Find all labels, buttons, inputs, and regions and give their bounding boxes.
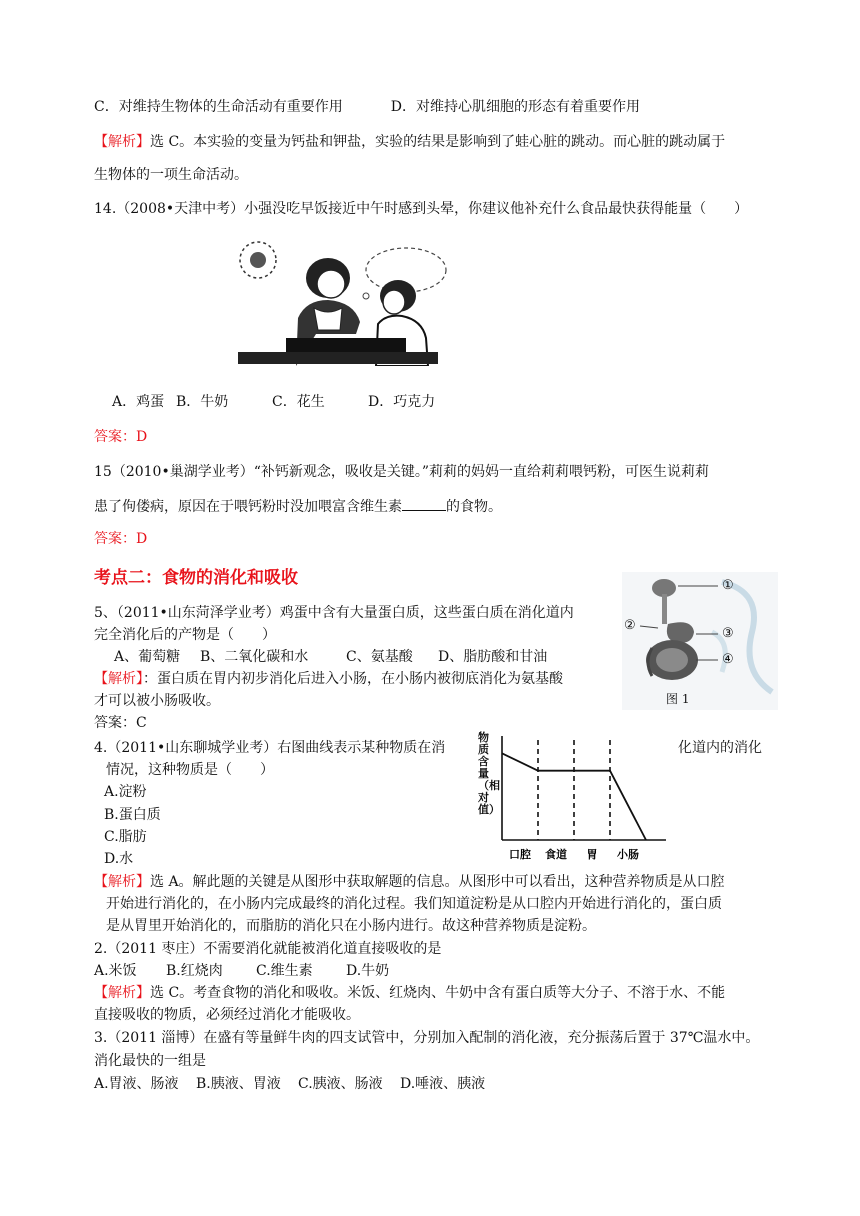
q3-stem-line2: 消化最快的一组是 <box>94 1053 206 1069</box>
q4-option-b: B.蛋白质 <box>104 807 161 823</box>
q5-stem-line2: 完全消化后的产物是（ ） <box>94 627 276 643</box>
q13-option-c: C．对维持生物体的生命活动有重要作用 <box>94 99 343 115</box>
q5-stem-line1: 5、（2011•山东菏泽学业考）鸡蛋中含有大量蛋白质，这些蛋白质在消化道内 <box>94 605 574 621</box>
figure-label-1: ① <box>722 578 734 593</box>
x-tick-label: 小肠 <box>617 848 639 861</box>
q4-option-d: D.水 <box>104 851 134 867</box>
q2-stem: 2.（2011 枣庄）不需要消化就能被消化道直接吸收的是 <box>94 941 442 957</box>
q4-explanation-line2: 开始进行消化的，在小肠内完成最终的消化过程。我们知道淀粉是从口腔内开始进行消化的，蛋白质 <box>106 896 722 912</box>
q5-answer: 答案：C <box>94 715 147 731</box>
q14-option-b: B．牛奶 <box>176 394 229 410</box>
q13-explanation-line2: 生物体的一项生命活动。 <box>94 167 248 183</box>
figure-label-4: ④ <box>722 652 734 667</box>
x-tick-label: 食道 <box>545 848 567 861</box>
q2-explanation-line2: 直接吸收的物质，必须经过消化才能吸收。 <box>94 1007 360 1023</box>
x-tick-label: 胃 <box>586 848 598 861</box>
figure-label-2: ② <box>624 618 636 633</box>
q15-stem-line1: 15（2010•巢湖学业考）“补钙新观念，吸收是关键。”莉莉的妈妈一直给莉莉喂钙粉，可医生说莉莉 <box>94 464 710 480</box>
q14-illustration <box>236 238 458 366</box>
q14-option-c: C．花生 <box>272 394 325 410</box>
q5-explanation-line2: 才可以被小肠吸收。 <box>94 693 220 709</box>
q15-answer: 答案：D <box>94 531 148 547</box>
q4-stem-line2: 情况，这种物质是（ ） <box>106 762 274 778</box>
figure-caption: 图 1 <box>666 692 690 706</box>
fill-in-blank <box>402 496 446 511</box>
q4-option-c: C.脂肪 <box>104 829 147 845</box>
chart-svg <box>474 730 670 866</box>
explanation-tag: 【解析】 <box>94 985 150 1001</box>
explanation-tag: 【解析】 <box>94 671 143 687</box>
q2-options: A.米饭 B.红烧肉 C.维生素 D.牛奶 <box>94 963 390 979</box>
digestive-system-figure <box>622 572 778 710</box>
q13-option-d: D．对维持心肌细胞的形态有着重要作用 <box>390 99 640 115</box>
q3-stem-line1: 3.（2011 淄博）在盛有等量鲜牛肉的四支试管中，分别加入配制的消化液，充分振荡后置于 37℃温水中。 <box>94 1030 760 1046</box>
digestion-curve-chart <box>474 730 670 866</box>
q14-answer: 答案：D <box>94 429 148 445</box>
q2-explanation-line1: 【解析】选 C。考查食物的消化和吸收。米饭、红烧肉、牛奶中含有蛋白质等大分子、不溶于水、不能 <box>94 985 726 1001</box>
q5-options: A、葡萄糖 B、二氧化碳和水 C、氨基酸 D、脂肪酸和甘油 <box>114 649 548 665</box>
q14-option-d: D．巧克力 <box>368 394 436 410</box>
q13-options <box>94 98 640 116</box>
q14-stem: 14.（2008•天津中考）小强没吃早饭接近中午时感到头晕，你建议他补充什么食品最快获得能量（ ） <box>94 201 749 217</box>
x-tick-label: 口腔 <box>509 848 531 861</box>
q14-option-a: A．鸡蛋 <box>112 394 165 410</box>
q15-stem-line2: 患了佝偻病，原因在于喂钙粉时没加喂富含维生素 的食物。 <box>94 496 502 516</box>
section-heading: 考点二：食物的消化和吸收 <box>94 568 298 588</box>
explanation-tag: 【解析】 <box>94 134 150 150</box>
q4-option-a: A.淀粉 <box>104 784 147 800</box>
q14-options <box>112 393 435 411</box>
y-axis-label: 物质含量（相对值） <box>478 731 500 816</box>
q4-explanation-line3: 是从胃里开始消化的，而脂肪的消化只在小肠内进行。故这种营养物质是淀粉。 <box>106 918 596 934</box>
q4-stem-line1a: 4.（2011•山东聊城学业考）右图曲线表示某种物质在消 <box>94 740 446 756</box>
q4-explanation-line1: 【解析】选 A。解此题的关键是从图形中获取解题的信息。从图形中可以看出，这种营养物质是从口腔 <box>94 874 725 890</box>
q13-explanation-line1: 【解析】选 C。本实验的变量为钙盐和钾盐，实验的结果是影响到了蛙心脏的跳动。而心脏的跳动属于 <box>94 134 726 150</box>
q3-options: A.胃液、肠液 B.胰液、胃液 C.胰液、肠液 D.唾液、胰液 <box>94 1076 486 1092</box>
q4-stem-line1b: 化道内的消化 <box>678 740 762 756</box>
q5-explanation-line1: 【解析】：蛋白质在胃内初步消化后进入小肠，在小肠内被彻底消化为氨基酸 <box>94 671 563 687</box>
figure-label-3: ③ <box>722 626 734 641</box>
explanation-tag: 【解析】 <box>94 874 150 890</box>
